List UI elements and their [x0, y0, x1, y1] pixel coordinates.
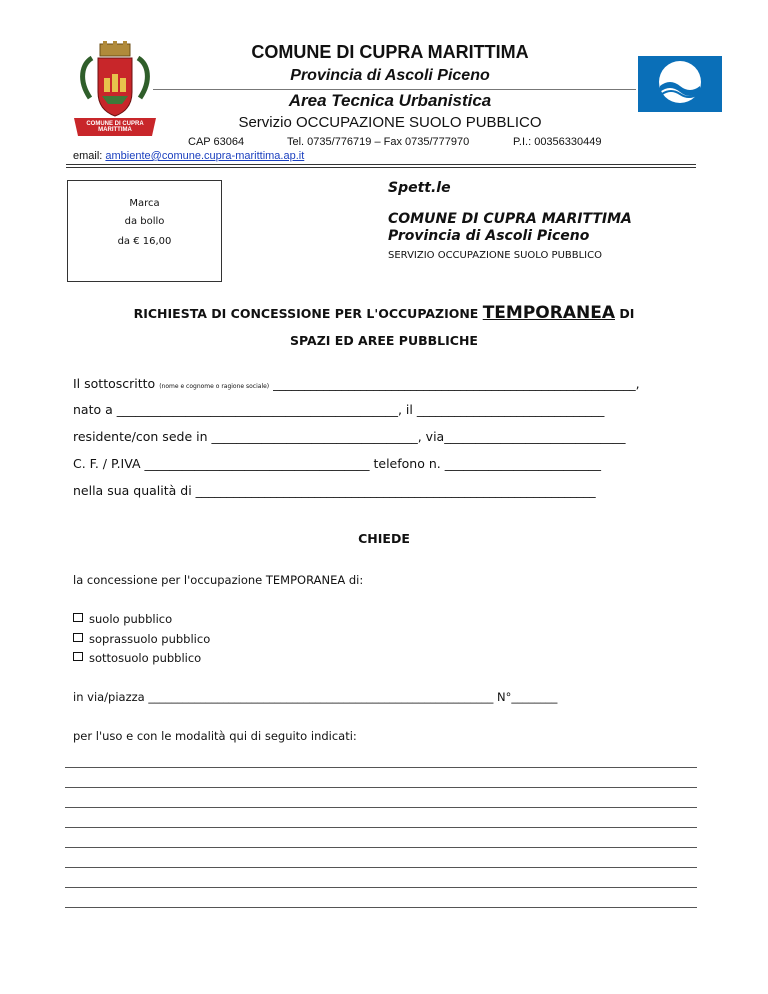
municipality-title: COMUNE DI CUPRA MARITTIMA	[251, 42, 529, 62]
stamp-box	[67, 180, 222, 282]
sottoscritto-label: Il sottoscritto	[73, 376, 156, 391]
title-prefix: RICHIESTA DI CONCESSIONE PER L'OCCUPAZIONE	[133, 306, 483, 321]
addressee-name: COMUNE DI CUPRA MARITTIMA	[388, 211, 632, 227]
stamp-line-3: da € 16,00	[117, 236, 172, 247]
email-label: email:	[73, 150, 106, 162]
partita-iva-text: P.I.: 00356330449	[513, 136, 602, 148]
blank-line[interactable]	[65, 907, 697, 908]
title-suffix: DI	[614, 306, 635, 321]
stamp-line-1: Marca	[129, 198, 160, 209]
concession-intro: la concessione per l'occupazione TEMPORANEA di:	[73, 573, 364, 587]
checkbox-icon[interactable]	[73, 652, 83, 661]
option-soprassuolo[interactable]	[73, 632, 210, 646]
capacity-field[interactable]: nella sua qualità di ________________________________________________________________	[73, 483, 596, 498]
blank-line[interactable]	[65, 787, 697, 788]
option-sottosuolo[interactable]	[73, 651, 201, 665]
document-title-line-2: SPAZI ED AREE PUBBLICHE	[290, 333, 478, 348]
header-double-rule	[66, 164, 696, 168]
addressee-salutation: Spett.le	[388, 180, 451, 196]
birthplace-date-field[interactable]: nato a _____________________________________________, il ______________________________	[73, 402, 605, 417]
document-title	[0, 303, 768, 323]
taxcode-phone-field[interactable]: C. F. / P.IVA ____________________________________ telefono n. _________________________	[73, 456, 601, 471]
crest-banner-text: COMUNE DI CUPRA MARITTIMA	[86, 121, 144, 133]
email-line	[73, 150, 304, 162]
municipal-crest-logo	[72, 40, 158, 140]
stamp-line-2: da bollo	[124, 216, 165, 227]
sottoscritto-field	[73, 376, 640, 391]
header-divider	[153, 89, 636, 90]
phone-fax-text: Tel. 0735/776719 – Fax 0735/777970	[287, 136, 470, 148]
usage-intro: per l'uso e con le modalità qui di seguito indicati:	[73, 729, 357, 743]
blank-line[interactable]	[65, 807, 697, 808]
checkbox-icon[interactable]	[73, 613, 83, 622]
blank-line[interactable]	[65, 847, 697, 848]
sottoscritto-hint: (nome e cognome o ragione sociale)	[159, 383, 270, 390]
area-title: Area Tecnica Urbanistica	[288, 91, 492, 110]
option-label: suolo pubblico	[89, 612, 173, 626]
blue-flag-logo	[638, 56, 722, 112]
email-link[interactable]: ambiente@comune.cupra-marittima.ap.it	[105, 150, 305, 162]
addressee-province: Provincia di Ascoli Piceno	[388, 228, 590, 244]
title-emphasis: TEMPORANEA	[482, 303, 615, 323]
option-label: soprassuolo pubblico	[89, 632, 211, 646]
blank-line[interactable]	[65, 827, 697, 828]
checkbox-icon[interactable]	[73, 633, 83, 642]
blank-line[interactable]	[65, 767, 697, 768]
addressee-office: SERVIZIO OCCUPAZIONE SUOLO PUBBLICO	[388, 250, 602, 261]
option-suolo[interactable]	[73, 612, 172, 626]
option-label: sottosuolo pubblico	[89, 651, 202, 665]
service-title: Servizio OCCUPAZIONE SUOLO PUBBLICO	[238, 114, 542, 131]
residence-street-field[interactable]: residente/con sede in _________________________________, via_____________________________	[73, 429, 626, 444]
province-subtitle: Provincia di Ascoli Piceno	[290, 67, 490, 84]
blank-line[interactable]	[65, 867, 697, 868]
sottoscritto-blank[interactable]: __________________________________________________________,	[273, 376, 640, 391]
blank-line[interactable]	[65, 887, 697, 888]
street-number-field[interactable]: in via/piazza ____________________________________________________________ N°________	[73, 690, 558, 704]
cap-text: CAP 63064	[188, 136, 245, 148]
chiede-heading: CHIEDE	[358, 531, 410, 546]
